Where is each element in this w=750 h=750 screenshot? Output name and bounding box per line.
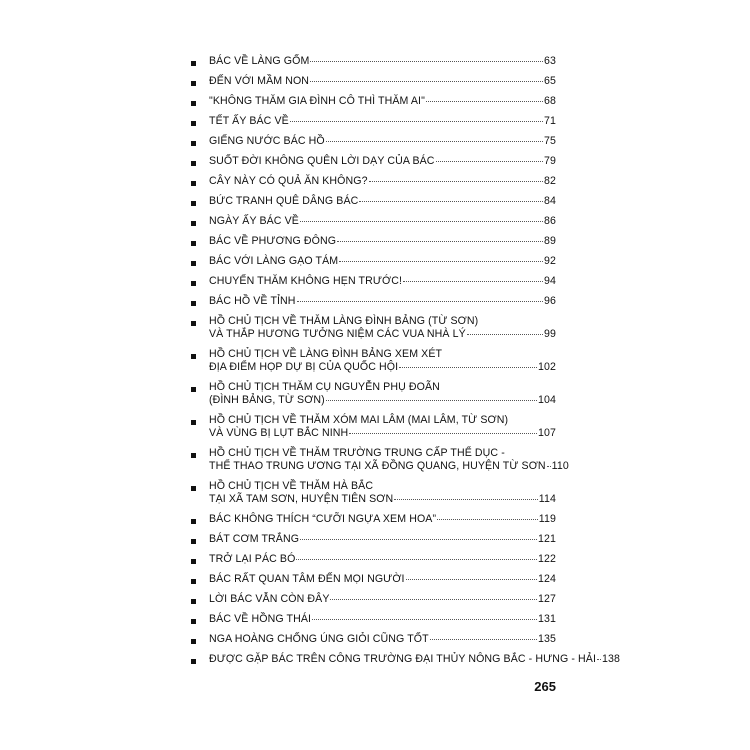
toc-entry xyxy=(190,251,556,271)
dot-leader xyxy=(369,181,543,182)
toc-entry xyxy=(190,211,556,231)
square-bullet-icon xyxy=(191,539,196,544)
dot-leader xyxy=(300,539,537,540)
toc-entry-line xyxy=(209,328,556,341)
toc-entry-page: 110 xyxy=(551,460,569,472)
toc-entry-title: BÁC RẤT QUAN TÂM ĐẾN MỌI NGƯỜI xyxy=(209,573,405,585)
toc-entry-line xyxy=(209,175,556,188)
toc-entry-page: 114 xyxy=(538,493,556,505)
toc-entry-line xyxy=(209,95,556,108)
square-bullet-icon xyxy=(191,321,196,326)
square-bullet-icon xyxy=(191,261,196,266)
toc-entry-line xyxy=(209,115,556,128)
toc-entry-title: TRỞ LẠI PÁC BÓ xyxy=(209,553,296,565)
square-bullet-icon xyxy=(191,486,196,491)
toc-entry-line xyxy=(209,195,556,208)
toc-entry-title: (ĐÌNH BẢNG, TỪ SƠN) xyxy=(209,394,325,406)
toc-entry xyxy=(190,191,556,211)
dot-leader xyxy=(300,221,543,222)
toc-entry xyxy=(190,51,556,71)
square-bullet-icon xyxy=(191,659,196,664)
dot-leader xyxy=(436,161,543,162)
toc-entry-title: GIẾNG NƯỚC BÁC HỒ xyxy=(209,135,325,147)
toc-entry-line xyxy=(209,295,556,308)
toc-entry-page: 92 xyxy=(544,255,556,267)
toc-entry-line xyxy=(209,55,556,68)
square-bullet-icon xyxy=(191,559,196,564)
dot-leader xyxy=(403,281,543,282)
square-bullet-icon xyxy=(191,354,196,359)
square-bullet-icon xyxy=(191,201,196,206)
toc-entry-page: 71 xyxy=(544,115,556,127)
toc-entry-title: BÁC VỚI LÀNG GẠO TÁM xyxy=(209,255,339,267)
dot-leader xyxy=(426,101,543,102)
toc-entry-page: 119 xyxy=(538,513,556,525)
toc-entry-page: 94 xyxy=(544,275,556,287)
toc-entry xyxy=(190,549,556,569)
dot-leader xyxy=(339,261,543,262)
dot-leader xyxy=(310,61,543,62)
toc-entry-page: 75 xyxy=(544,135,556,147)
toc-entry-title: BÁC VỀ HỒNG THÁI xyxy=(209,613,312,625)
square-bullet-icon xyxy=(191,221,196,226)
dot-leader xyxy=(349,433,537,434)
square-bullet-icon xyxy=(191,519,196,524)
square-bullet-icon xyxy=(191,420,196,425)
toc-entry-title: SUỐT ĐỜI KHÔNG QUÊN LỜI DẠY CỦA BÁC xyxy=(209,155,435,167)
toc-entry-line xyxy=(209,633,556,646)
square-bullet-icon xyxy=(191,101,196,106)
toc-entry-line xyxy=(209,414,556,427)
square-bullet-icon xyxy=(191,453,196,458)
toc-entry-page: 68 xyxy=(544,95,556,107)
toc-entry xyxy=(190,291,556,311)
toc-entry-title: NGÀY ẤY BÁC VỀ xyxy=(209,215,299,227)
toc-entry-line xyxy=(209,394,556,407)
square-bullet-icon xyxy=(191,81,196,86)
toc-entry-page: 82 xyxy=(544,175,556,187)
square-bullet-icon xyxy=(191,121,196,126)
dot-leader xyxy=(310,81,543,82)
toc-entry-line xyxy=(209,315,556,328)
toc-entry-page: 131 xyxy=(538,613,556,625)
dot-leader xyxy=(399,367,537,368)
square-bullet-icon xyxy=(191,301,196,306)
toc-entry-line xyxy=(209,75,556,88)
toc-entry-title: CÂY NÀY CÓ QUẢ ĂN KHÔNG? xyxy=(209,175,368,187)
toc-entry xyxy=(190,131,556,151)
toc-entry-page: 79 xyxy=(544,155,556,167)
toc-entry-title: CHUYẾN THĂM KHÔNG HẸN TRƯỚC! xyxy=(209,275,402,287)
toc-entry-title: THỂ THAO TRUNG ƯƠNG TẠI XÃ ĐỒNG QUANG, HUYỆN TỪ SƠN xyxy=(209,460,546,472)
toc-entry xyxy=(190,629,556,649)
toc-entry xyxy=(190,151,556,171)
dot-leader xyxy=(597,659,601,660)
toc-entry-page: 121 xyxy=(538,533,556,545)
toc-entry-title: TẠI XÃ TAM SƠN, HUYỆN TIÊN SƠN xyxy=(209,493,394,505)
toc-entry-title: ĐẾN VỚI MẦM NON xyxy=(209,75,310,87)
toc-entry xyxy=(190,171,556,191)
dot-leader xyxy=(290,121,543,122)
toc-entry-title: VÀ VÙNG BỊ LỤT BẮC NINH xyxy=(209,427,349,439)
toc-entry-title: LỜI BÁC VẪN CÒN ĐÂY xyxy=(209,593,330,605)
toc-entry-title: ĐỊA ĐIỂM HỌP DỰ BỊ CỦA QUỐC HỘI xyxy=(209,361,399,373)
toc-entry-page: 89 xyxy=(544,235,556,247)
toc-entry-page: 84 xyxy=(544,195,556,207)
toc-entry-page: 99 xyxy=(544,328,556,340)
toc-entry xyxy=(190,649,621,669)
toc-entry-page: 127 xyxy=(538,593,556,605)
dot-leader xyxy=(297,301,543,302)
toc-entry-line xyxy=(209,593,556,606)
toc-entry xyxy=(190,111,556,131)
toc-entry-line xyxy=(209,155,556,168)
toc-entry xyxy=(190,91,556,111)
dot-leader xyxy=(326,141,543,142)
toc-entry-title: HỒ CHỦ TỊCH VỀ THĂM LÀNG ĐÌNH BẢNG (TỪ SƠN) xyxy=(209,315,479,327)
dot-leader xyxy=(437,519,538,520)
toc-entry-line xyxy=(209,480,556,493)
toc-entry-line xyxy=(209,533,556,546)
square-bullet-icon xyxy=(191,639,196,644)
toc-entry-page: 102 xyxy=(538,361,556,373)
square-bullet-icon xyxy=(191,181,196,186)
toc-entry-line xyxy=(209,255,556,268)
dot-leader xyxy=(467,334,543,335)
dot-leader xyxy=(394,499,538,500)
toc-entry-title: BÁT CƠM TRẮNG xyxy=(209,533,300,545)
dot-leader xyxy=(312,619,537,620)
square-bullet-icon xyxy=(191,281,196,286)
dot-leader xyxy=(406,579,537,580)
toc-entry-page: 86 xyxy=(544,215,556,227)
toc-entry xyxy=(190,589,556,609)
toc-entry-line xyxy=(209,135,556,148)
toc-entry xyxy=(190,529,556,549)
square-bullet-icon xyxy=(191,161,196,166)
toc-entry xyxy=(190,311,556,344)
toc-entry xyxy=(190,476,556,509)
toc-entry-title: HỒ CHỦ TỊCH VỀ THĂM TRƯỜNG TRUNG CẤP THỂ DỤC - xyxy=(209,447,505,459)
toc-entry xyxy=(190,344,556,377)
toc-entry-line xyxy=(209,215,556,228)
toc-entry-title: HỒ CHỦ TỊCH VỀ THĂM HÀ BẮC xyxy=(209,480,374,492)
toc-entry-line xyxy=(209,493,556,506)
square-bullet-icon xyxy=(191,241,196,246)
toc-entry xyxy=(190,569,556,589)
toc-entry-title: HỒ CHỦ TỊCH VỀ THĂM XÓM MAI LÂM (MAI LÂM, TỪ SƠN) xyxy=(209,414,509,426)
square-bullet-icon xyxy=(191,61,196,66)
toc-entry-title: BÁC VỀ PHƯƠNG ĐÔNG xyxy=(209,235,337,247)
square-bullet-icon xyxy=(191,599,196,604)
toc-entry-line xyxy=(209,653,621,666)
toc-entry-line xyxy=(209,513,556,526)
toc-entry-page: 104 xyxy=(538,394,556,406)
toc-entry-line xyxy=(209,427,556,440)
toc-entry-title: BỨC TRANH QUÊ DÂNG BÁC xyxy=(209,195,359,207)
toc-entry-line xyxy=(209,361,556,374)
toc-entry-title: HỒ CHỦ TỊCH THĂM CỤ NGUYỄN PHỤ ĐOÃN xyxy=(209,381,440,393)
dot-leader xyxy=(296,559,537,560)
toc-entry-line xyxy=(209,460,569,473)
toc-entry-page: 135 xyxy=(538,633,556,645)
toc-entry-page: 96 xyxy=(544,295,556,307)
toc-entry-title: "KHÔNG THĂM GIA ĐÌNH CÔ THÌ THĂM AI" xyxy=(209,95,425,107)
square-bullet-icon xyxy=(191,579,196,584)
toc-entry-title: BÁC HỒ VỀ TỈNH xyxy=(209,295,296,307)
dot-leader xyxy=(359,201,543,202)
toc-entry xyxy=(190,609,556,629)
toc-entry-line xyxy=(209,613,556,626)
square-bullet-icon xyxy=(191,619,196,624)
toc-entry xyxy=(190,231,556,251)
toc-entry-page: 124 xyxy=(538,573,556,585)
toc-entry xyxy=(190,509,556,529)
toc-entry-title: BÁC KHÔNG THÍCH “CƯỠI NGỰA XEM HOA” xyxy=(209,513,437,525)
toc-entry xyxy=(190,271,556,291)
toc-entry xyxy=(190,410,556,443)
toc-entry-line xyxy=(209,348,556,361)
toc-entry-title: ĐƯỢC GẶP BÁC TRÊN CÔNG TRƯỜNG ĐẠI THỦY NÔNG BẮC - HƯNG - HẢI xyxy=(209,653,597,665)
dot-leader xyxy=(326,400,537,401)
toc-entry xyxy=(190,377,556,410)
toc-entry-title: TẾT ẤY BÁC VỀ xyxy=(209,115,289,127)
dot-leader xyxy=(430,639,537,640)
toc-entry xyxy=(190,71,556,91)
toc-entry-line xyxy=(209,275,556,288)
dot-leader xyxy=(547,466,551,467)
square-bullet-icon xyxy=(191,141,196,146)
toc-entry-page: 138 xyxy=(602,653,621,665)
toc-entry-page: 63 xyxy=(544,55,556,67)
dot-leader xyxy=(337,241,543,242)
toc-entry-title: BÁC VỀ LÀNG GỐM xyxy=(209,55,310,67)
page-number: 265 xyxy=(534,679,556,694)
toc-entry-title: NGA HOÀNG CHỐNG ÚNG GIỎI CŨNG TỐT xyxy=(209,633,429,645)
toc-entry-title: VÀ THẮP HƯƠNG TƯỞNG NIỆM CÁC VUA NHÀ LÝ xyxy=(209,328,466,340)
toc-entry-title: HỒ CHỦ TỊCH VỀ LÀNG ĐÌNH BẢNG XEM XÉT xyxy=(209,348,443,360)
square-bullet-icon xyxy=(191,387,196,392)
toc-entry-page: 65 xyxy=(544,75,556,87)
toc-entry-line xyxy=(209,553,556,566)
toc-entry xyxy=(190,443,569,476)
toc-entry-line xyxy=(209,573,556,586)
toc-entry-line xyxy=(209,447,556,460)
toc-entry-page: 122 xyxy=(538,553,556,565)
table-of-contents xyxy=(190,51,621,669)
toc-entry-line xyxy=(209,381,556,394)
dot-leader xyxy=(330,599,537,600)
toc-entry-page: 107 xyxy=(538,427,556,439)
toc-entry-line xyxy=(209,235,556,248)
